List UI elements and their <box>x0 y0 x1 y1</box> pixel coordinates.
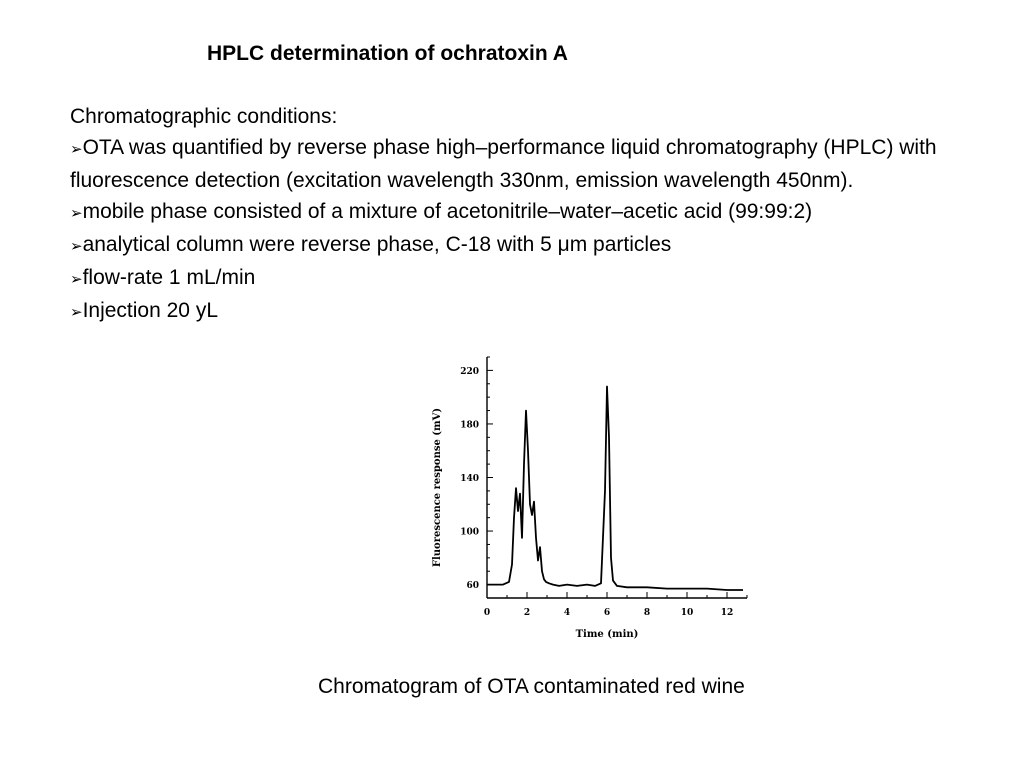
x-tick-label: 4 <box>563 608 571 618</box>
body-text <box>70 101 950 328</box>
arrow-bullet-icon: ➢ <box>70 237 83 255</box>
x-axis-label: Time (min) <box>575 629 639 640</box>
x-tick-label: 0 <box>483 608 491 618</box>
bullet-text: Injection 20 yL <box>82 299 219 322</box>
bullet-text: flow-rate 1 mL/min <box>82 266 256 289</box>
x-tick-label: 12 <box>720 608 734 618</box>
section-heading: Chromatographic conditions: <box>70 105 338 128</box>
chromatogram-trace <box>487 387 743 591</box>
y-tick-label: 180 <box>460 420 479 431</box>
bullet-item-mobile-phase <box>70 196 950 229</box>
bullet-text: analytical column were reverse phase, C-18 with 5 μm particles <box>82 233 672 256</box>
x-tick-label: 2 <box>523 608 531 618</box>
y-tick-label: 60 <box>466 581 479 592</box>
x-tick-label: 10 <box>680 608 694 618</box>
bullet-item-detection <box>70 132 950 196</box>
y-tick-label: 140 <box>460 474 479 484</box>
arrow-bullet-icon: ➢ <box>70 204 83 222</box>
y-axis-ticks <box>460 357 493 591</box>
x-axis-ticks <box>484 592 747 618</box>
y-tick-label: 220 <box>460 366 479 377</box>
bullet-item-column <box>70 229 950 262</box>
bullet-list <box>70 132 950 328</box>
bullet-item-flow-rate <box>70 262 950 295</box>
chart-caption: Chromatogram of OTA contaminated red wine <box>318 675 745 698</box>
y-axis-label: Fluorescence response (mV) <box>432 407 443 568</box>
bullet-item-injection <box>70 295 950 328</box>
bullet-text: OTA was quantified by reverse phase high–performance liquid chromatography (HPLC) with fluorescence detection (excitation wavelength 330nm, emission wavelength 450nm). <box>70 136 937 192</box>
bullet-text: mobile phase consisted of a mixture of acetonitrile–water–acetic acid (99:99:2) <box>82 200 813 223</box>
y-tick-label: 100 <box>460 527 479 538</box>
arrow-bullet-icon: ➢ <box>70 140 83 158</box>
x-tick-label: 8 <box>643 608 651 618</box>
slide-title: HPLC determination of ochratoxin A <box>207 42 568 65</box>
x-tick-label: 6 <box>603 608 611 618</box>
chromatogram-chart <box>420 345 760 650</box>
arrow-bullet-icon: ➢ <box>70 303 83 321</box>
arrow-bullet-icon: ➢ <box>70 270 83 288</box>
